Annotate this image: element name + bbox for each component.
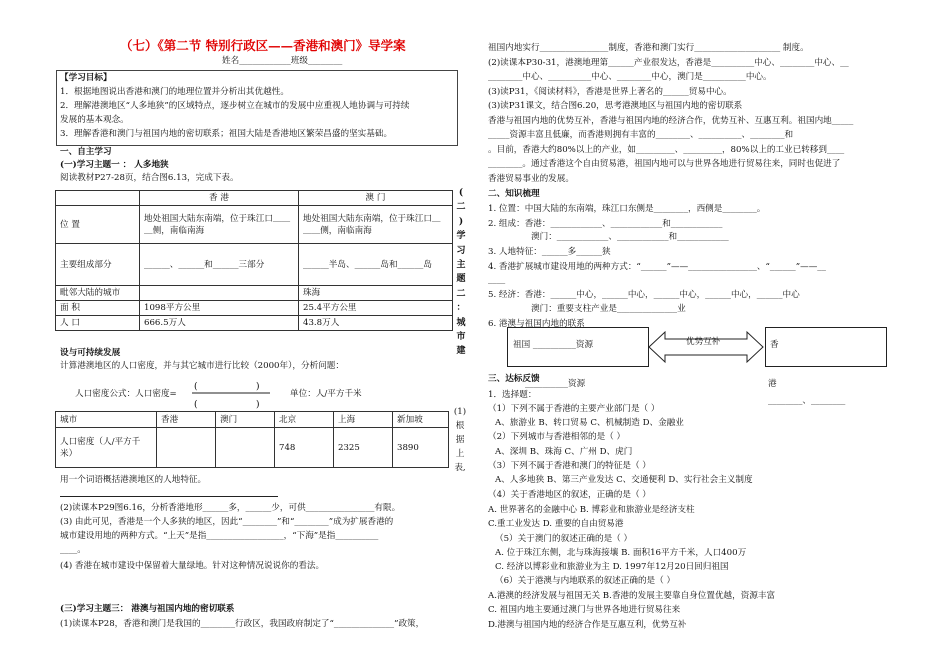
knowledge-2: 2. 组成：香港：____________、____________和____________	[488, 219, 723, 229]
col-header: 新加坡	[393, 412, 449, 428]
cell-value	[216, 428, 275, 468]
question-3-end: ____。	[60, 545, 86, 555]
knowledge-6: 6. 港澳与祖国内地的联系	[488, 319, 585, 329]
mc-line: A、人多地狭 B、第三产业发达 C、交通便利 D、实行社会主义制度	[495, 475, 753, 485]
density-formula: 人口密度公式：人口密度=	[75, 389, 177, 399]
col-header: 城市	[56, 412, 157, 428]
svg-text:): )	[256, 400, 260, 410]
cell-value: 2325	[334, 428, 393, 468]
right-line: 祖国内地实行________________制度，香港和澳门实行____________________ 制度。	[488, 43, 809, 53]
mc-line: （2）下列城市与香港相邻的是（ ）	[488, 432, 626, 442]
mc-line: A. 位于珠江东侧，北与珠海接壤 B. 面积16平方千米，人口400万	[495, 548, 747, 558]
cell-value: 珠海	[299, 286, 453, 301]
cell-value: 748	[275, 428, 334, 468]
mc-line: C. 祖国内地主要通过澳门与世界各地进行贸易往来	[488, 605, 681, 615]
page-title: （七）《第二节 特别行政区——香港和澳门》导学案	[120, 38, 406, 53]
theme-one-heading: (一)学习主题一 ： 人多地狭	[60, 160, 169, 170]
right-line: _____资源丰富且低廉，而香港则拥有丰富的________、__________、________和	[488, 130, 794, 140]
calc-instruction: 计算港澳地区的人口密度，并与其它城市进行比较（2000年），分析问题：	[60, 361, 344, 371]
cell-value: 地处祖国大陆东南端，位于珠江口＿＿＿侧，南临南海	[299, 206, 453, 244]
row-label: 人口密度（人/平方千米）	[56, 428, 157, 468]
svg-text:): )	[256, 382, 260, 392]
header-macau: 澳 门	[299, 191, 453, 206]
mc-line: C.重工业发达 D. 重要的自由贸易港	[488, 519, 624, 529]
row-label: 位 置	[56, 206, 140, 244]
right-line: ________。通过香港这个自由贸易港，祖国内地可以与世界各地进行贸易往来，同时也促进了	[488, 159, 841, 169]
mc-line: （3）下列不属于香港和澳门的特征是（ ）	[488, 461, 651, 471]
mainland-label: 祖国 __________资源	[513, 340, 594, 350]
sustain-heading: 设与可持续发展	[60, 348, 121, 358]
name-class-line: 姓名____________班级________	[222, 56, 343, 66]
right-line: 香港与祖国内地的优势互补，香港与祖国内地的经济合作，优势互补、互惠互利。祖国内地_____	[488, 116, 854, 126]
density-unit: 单位：人/平方千米	[290, 389, 362, 399]
col-header: 香港	[157, 412, 216, 428]
knowledge-5-macau: 澳门：重要支柱产业是______________业	[531, 304, 686, 314]
mc-line: （5）关于澳门的叙述正确的是（ ）	[495, 534, 633, 544]
right-line: (3)读P31课文，结合图6.20，思考港澳地区与祖国内地的密切联系	[488, 101, 743, 111]
diagram-below-left: __________资源	[525, 379, 586, 389]
goals-heading: 【学习目标】	[60, 73, 112, 83]
mc-line: （4）关于香港地区的叙述，正确的是（ ）	[488, 490, 651, 500]
right-line: 。目前，香港大约80%以上的产业，如_________、_________，80%以上的工业已转移到____	[488, 145, 845, 155]
section-self-study: 一、自主学习	[60, 147, 112, 157]
cell-value: 1098平方公里	[140, 301, 299, 316]
mc-line: D.港澳与祖国内地的经济合作是互惠互利，优势互补	[488, 620, 687, 630]
q1-tail: 用一个词语概括港澳地区的人地特征。	[60, 475, 207, 485]
goal-item: 2．理解港澳地区“人多地狭”的区域特点，逐步树立在城市的发展中应重视人地协调与可持续	[60, 101, 410, 111]
diagram-below-right-blanks: ________、________	[768, 396, 846, 406]
reading-instruction: 阅读教材P27-28页，结合图6.13，完成下表。	[60, 173, 239, 183]
col-header: 上海	[334, 412, 393, 428]
question-4: (4) 香港在城市建设中保留着大量绿地。针对这种情况说说你的看法。	[60, 561, 325, 571]
cell-value: ______、______和______三部分	[140, 244, 299, 286]
section-knowledge: 二、知识梳理	[488, 189, 540, 199]
mc-line: A、深圳 B、珠海 C、广州 D、虎门	[495, 447, 633, 457]
right-line: 香港贸易事业的发展。	[488, 174, 574, 184]
vertical-theme-two-heading: ( 二 ) 学 习 主 题 二 ： 城 市 建	[456, 188, 466, 357]
right-line: (3)读P31，《阅读材料》，香港是世界上著名的______贸易中心。	[488, 87, 732, 97]
mc-line: （1）下列不属于香港的主要产业部门是（ ）	[488, 404, 660, 414]
goal-item: 3．理解香港和澳门与祖国内地的密切联系；祖国大陆是香港地区繁荣昌盛的坚实基础。	[60, 129, 393, 139]
mc-line: C. 经济以博彩业和旅游业为主 D. 1997年12月20日回归祖国	[495, 562, 729, 572]
row-label: 面 积	[56, 301, 140, 316]
right-line: (2)读课本P30-31，港澳地理第______产业很发达，香港是__________中心、________中心、__	[488, 58, 849, 68]
comparison-table	[55, 190, 453, 331]
row-label: 主要组成部分	[56, 244, 140, 286]
knowledge-3: 3. 人地特征：______多______狭	[488, 247, 611, 257]
hongkong-label: 香	[770, 340, 779, 350]
question-2: (2)读课本P29图6.16，分析香港地形______多，______少，可供________________有限。	[60, 503, 401, 513]
question-3-cont: 城市建设用地的两种方式。“上天”是指__________________，“下海”是指__________	[60, 531, 379, 541]
q1-side-text: (1) 根 据 上 表,	[453, 407, 467, 473]
mc-intro: 1．选择题：	[488, 390, 537, 400]
mc-line: A. 世界著名的金融中心 B. 博彩业和旅游业是经济支柱	[488, 505, 695, 515]
mc-line: （6）关于港澳与内地联系的叙述正确的是（ ）	[495, 576, 676, 586]
question-theme3-1: (1)读课本P28，香港和澳门是我国的________行政区，我国政府制定了“______________”政策，	[60, 619, 425, 629]
arrow-label: 优势互补	[686, 337, 721, 347]
goal-item: 发展的基本观念。	[60, 115, 129, 125]
section-feedback: 三、达标反馈	[488, 374, 540, 384]
diagram-below-right: 港	[768, 379, 777, 389]
knowledge-4-cont: ____	[488, 275, 506, 285]
knowledge-5: 5. 经济：香港：______中心，______中心，______中心，______中心，______中心	[488, 290, 800, 300]
answer-line	[60, 496, 278, 497]
svg-text:(: (	[194, 382, 198, 392]
formula-fraction	[186, 380, 276, 410]
header-hongkong: 香 港	[140, 191, 299, 206]
cell-value: 666.5万人	[140, 316, 299, 331]
row-label: 人 口	[56, 316, 140, 331]
col-header: 澳门	[216, 412, 275, 428]
cell-value: 43.8万人	[299, 316, 453, 331]
row-label: 毗邻大陆的城市	[56, 286, 140, 301]
cell-value: 25.4平方公里	[299, 301, 453, 316]
goal-item: 1．根据地图说出香港和澳门的地理位置并分析出其优越性。	[60, 87, 289, 97]
cell-value: 地处祖国大陆东南端，位于珠江口＿＿＿侧，南临南海	[140, 206, 299, 244]
mc-line: A、旅游业 B、转口贸易 C、机械制造 D、金融业	[495, 418, 684, 428]
question-3: (3) 由此可见，香港是一个人多狭的地区，因此“________”和“________”成为扩展香港的	[60, 517, 394, 527]
cell-value: 3890	[393, 428, 449, 468]
hongkong-box	[765, 327, 887, 367]
knowledge-2-macau: 澳门：____________、____________和____________	[531, 232, 729, 242]
cell-value: ______半岛、______岛和______岛	[299, 244, 453, 286]
cell-value	[140, 286, 299, 301]
col-header: 北京	[275, 412, 334, 428]
cell-value	[157, 428, 216, 468]
mc-line: A.港澳的经济发展与祖国无关 B.香港的发展主要靠自身位置优越，资源丰富	[488, 591, 776, 601]
density-table	[55, 411, 449, 468]
knowledge-1: 1. 位置：中国大陆的东南端，珠江口东侧是________，西侧是________。	[488, 204, 766, 214]
knowledge-4: 4. 香港扩展城市建设用地的两种方式：“______”——________________、“______”——__	[488, 262, 826, 272]
theme-three-heading: (三)学习主题三： 港澳与祖国内地的密切联系	[60, 604, 235, 614]
right-line: ________中心、__________中心、________中心，澳门是__________中心。	[488, 72, 772, 82]
svg-text:(: (	[194, 400, 198, 410]
